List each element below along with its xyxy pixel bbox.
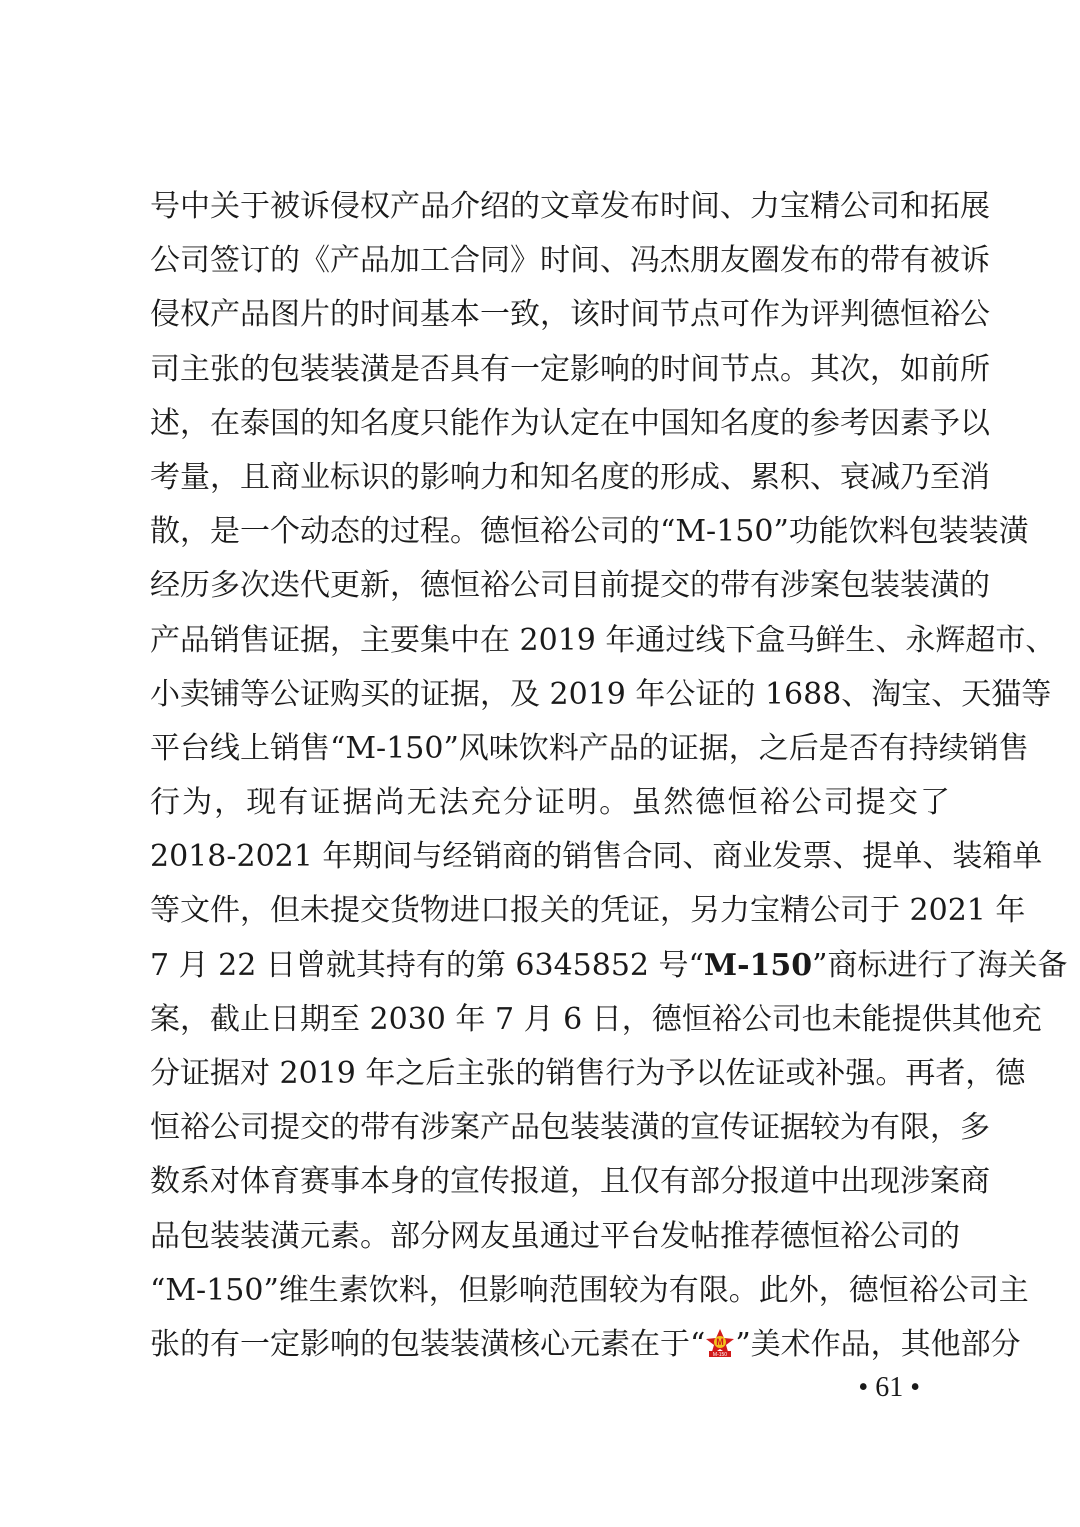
text-line-with-logo (150, 1318, 1021, 1372)
text-line: 分证据对 2019 年之后主张的销售行为予以佐证或补强。再者，德 (150, 1056, 1026, 1091)
text-line: 产品销售证据，主要集中在 2019 年通过线下盒马鲜生、永辉超市、 (150, 622, 1056, 658)
m150-logo-icon (705, 1322, 735, 1358)
text-line: 号中关于被诉侵权产品介绍的文章发布时间、力宝精公司和拓展 (150, 189, 990, 224)
text-line: 恒裕公司提交的带有涉案产品包装装潢的宣传证据较为有限，多 (150, 1110, 990, 1146)
text-segment: ”美术作品，其他部分 (735, 1326, 1021, 1362)
page-number: • 61 • (858, 1372, 920, 1403)
text-line: 数系对体育赛事本身的宣传报道，且仅有部分报道中出现涉案商 (150, 1164, 990, 1200)
text-segment: 张的有一定影响的包装装潢核心元素在于“ (150, 1326, 706, 1362)
text-line: 2018-2021 年期间与经销商的销售合同、商业发票、提单、装箱单 (150, 839, 1043, 875)
text-line: 经历多次迭代更新，德恒裕公司目前提交的带有涉案包装装潢的 (150, 568, 990, 604)
text-line: 司主张的包装装潢是否具有一定影响的时间节点。其次，如前所 (150, 351, 990, 387)
trademark-name: M-150 (703, 947, 813, 983)
text-segment: 7 月 22 日曾就其持有的第 6345852 号“ (150, 947, 704, 983)
text-line: 小卖铺等公证购买的证据，及 2019 年公证的 1688、淘宝、天猫等 (150, 676, 1052, 712)
text-line-trademark (150, 939, 1068, 993)
text-line: 散，是一个动态的过程。德恒裕公司的“M-150”功能饮料包装装潢 (150, 514, 1029, 550)
text-line: 行为，现有证据尚无法充分证明。虽然德恒裕公司提交了 (150, 785, 950, 821)
text-line: 考量，且商业标识的影响力和知名度的形成、累积、衰减乃至消 (150, 459, 990, 495)
text-line: “M-150”维生素饮料，但影响范围较为有限。此外，德恒裕公司主 (150, 1272, 1029, 1308)
body-text (150, 180, 1068, 1372)
text-line: 述，在泰国的知名度只能作为认定在中国知名度的参考因素予以 (150, 405, 990, 441)
text-line: 公司签订的《产品加工合同》时间、冯杰朋友圈发布的带有被诉 (150, 243, 990, 279)
text-line: 等文件，但未提交货物进口报关的凭证，另力宝精公司于 2021 年 (150, 893, 1026, 929)
text-segment: ”商标进行了海关备 (812, 947, 1068, 983)
svg-text:M: M (716, 1336, 725, 1347)
svg-text:M-150: M-150 (713, 1351, 728, 1358)
text-line: 案，截止日期至 2030 年 7 月 6 日，德恒裕公司也未能提供其他充 (150, 1001, 1042, 1037)
text-line: 平台线上销售“M-150”风味饮料产品的证据，之后是否有持续销售 (150, 730, 1029, 766)
text-line: 品包装装潢元素。部分网友虽通过平台发帖推荐德恒裕公司的 (150, 1218, 960, 1254)
text-line: 侵权产品图片的时间基本一致，该时间节点可作为评判德恒裕公 (150, 297, 990, 333)
